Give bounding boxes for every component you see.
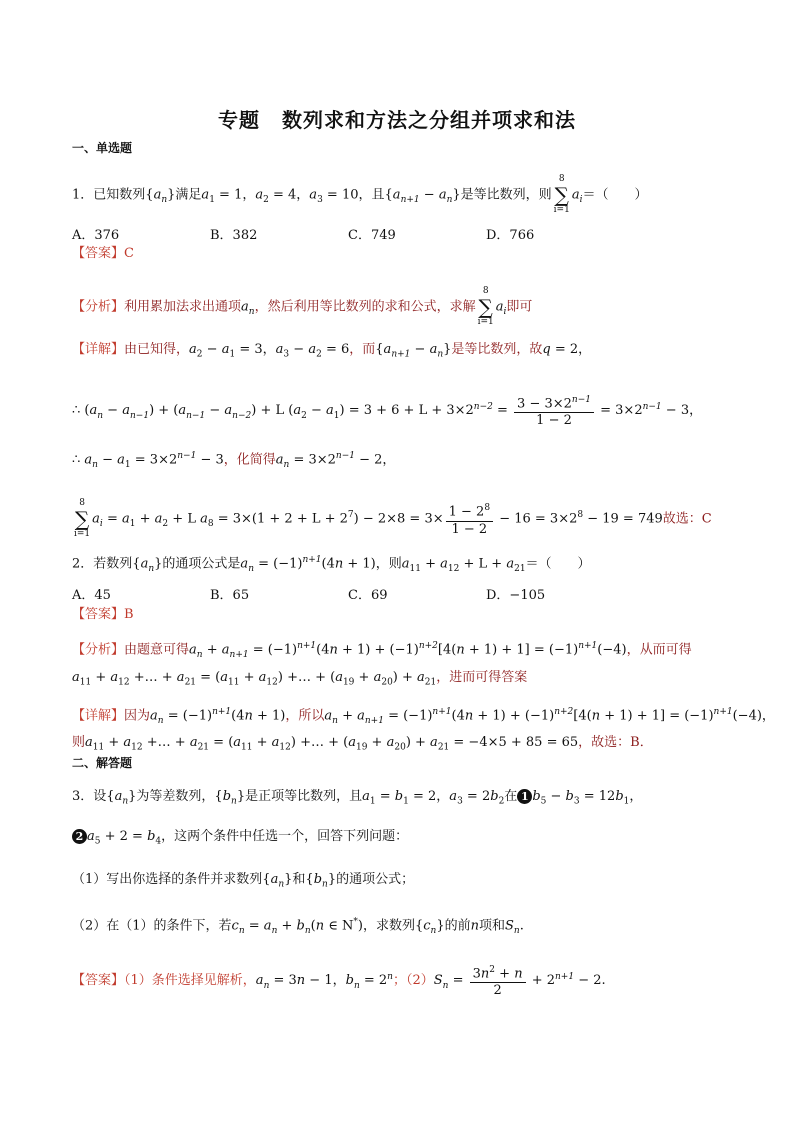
- q3-answer: 【答案】（1）条件选择见解析，$a_n = 3n - 1$，$b_n = 2^n$；$(2)S_n$ = $\frac{3n^2 + n}{2}$ + $2^{n+1} - 2$.: [72, 962, 606, 999]
- q2-answer: 【答案】B: [72, 607, 134, 622]
- title-main: 数列求和方法之分组并项求和法: [282, 108, 576, 132]
- title-topic: 专题: [218, 108, 260, 132]
- q1-option-c: C．749: [348, 228, 396, 243]
- q3-part1: （1）写出你选择的条件并求数列$\{a_n\}$和$\{b_n\}$的通项公式；: [72, 872, 415, 890]
- q2-analysis-line1: 【分析】由题意可得$a_n + a_{n+1} = (-1)^{n+1}(4n + 1) + (-1)^{n+2}[4(n + 1) + 1] = (-1)^{n+1}(-4)$，从而可得: [72, 641, 692, 660]
- q1-option-b: B．382: [210, 228, 258, 243]
- q2-option-b: B．65: [210, 588, 250, 603]
- q2-detail-line1: 【详解】因为$a_n = (-1)^{n+1}(4n + 1)$，所以$a_n + a_{n+1} = (-1)^{n+1}(4n + 1) + (-1)^{n+2}[4(n + 1) + 1] = (-1)^{n+1}(-4)$，: [72, 707, 775, 726]
- q2-option-a: A．45: [72, 588, 111, 603]
- q1-option-a: A．376: [72, 228, 120, 243]
- q1-option-d: D．766: [486, 228, 535, 243]
- q1-detail-line3: ∴ $a_n - a_1 = 3\times 2^{n-1} - 3$，化简得$a_n = 3\times 2^{n-1} - 2$，: [72, 451, 396, 470]
- q2-detail-line2: 则$a_{11} + a_{12}$ +… + $a_{21} = (a_{11} + a_{12})$ +… + $(a_{19} + a_{20}) + a_{21} = -4\times 5 + 85 = 65$，故选：B．: [72, 735, 653, 753]
- q3-stem-line1: 3．设$\{a_n\}$为等差数列，$\{b_n\}$是正项等比数列，且$a_1 = b_1 = 2$，$a_3 = 2b_2$在 1 $b_5 - b_3 = 12b_1$，: [72, 789, 643, 807]
- q1-stem: 1．已知数列$\{a_n\}$满足$a_1 = 1$，$a_2 = 4$，$a_3 = 10$，且$\{a_{n+1} - a_n\}$是等比数列，则 8 ∑ i=1 $a_i=$（ ）: [72, 174, 648, 215]
- q2-stem: 2．若数列$\{a_n\}$的通项公式是$a_n = (-1)^{n+1}(4n + 1)$，则$a_{11} + a_{12} + L + a_{21}=$（ ）: [72, 555, 591, 574]
- q2-option-c: C．69: [348, 588, 388, 603]
- q1-detail-line1: 【详解】由已知得，$a_2 - a_1 = 3$，$a_3 - a_2 = 6$，而$\{a_{n+1} - a_n\}$是等比数列，故q = 2，: [72, 342, 592, 360]
- section-answer-questions: 二、解答题: [72, 756, 133, 770]
- q2-analysis-line2: $a_{11} + a_{12}$ +… + $a_{21} = (a_{11} + a_{12})$ +… + $(a_{19} + a_{20}) + a_{21}$，进而可得答案: [72, 670, 528, 688]
- q1-detail-line4: 8 ∑ i=1 $a_i = a_1 + a_2 + L$ $a_8 = 3\times(1 + 2 + L + 2^7) - 2\times 8 = 3\times$ $\frac{1 - 2^8}{1 - 2}$ − $16 = 3\times 2^8 - 19 = 749$故选：C: [74, 498, 712, 539]
- page-title: [0, 104, 794, 133]
- q1-answer: 【答案】C: [72, 246, 134, 261]
- q3-stem-line2: 2 $a_5 + 2 = b_4$，这两个条件中任选一个，回答下列问题：: [72, 827, 408, 852]
- section-single-choice: 一、单选题: [72, 141, 133, 155]
- q1-detail-line2: ∴ $(a_n - a_{n-1}) + (a_{n-1} - a_{n-2}) + L$ $(a_2 - a_1) = 3 + 6 + L + 3\times 2^{n-2}$ = $\frac{3 - 3\times 2^{n-1}}{1 - 2}$ = $3\times 2^{n-1} - 3$，: [72, 392, 702, 429]
- q1-analysis: 【分析】利用累加法求出通项$a_n$，然后利用等比数列的求和公式，求解 8 ∑ i=1 $a_i$即可: [72, 286, 533, 327]
- q3-part2: （2）在（1）的条件下，若$c_n = a_n + b_n(n$ ∈ N*)，求数列$\{c_n\}$的前n项和$S_n$.: [72, 917, 524, 936]
- q2-option-d: D．−105: [486, 588, 546, 603]
